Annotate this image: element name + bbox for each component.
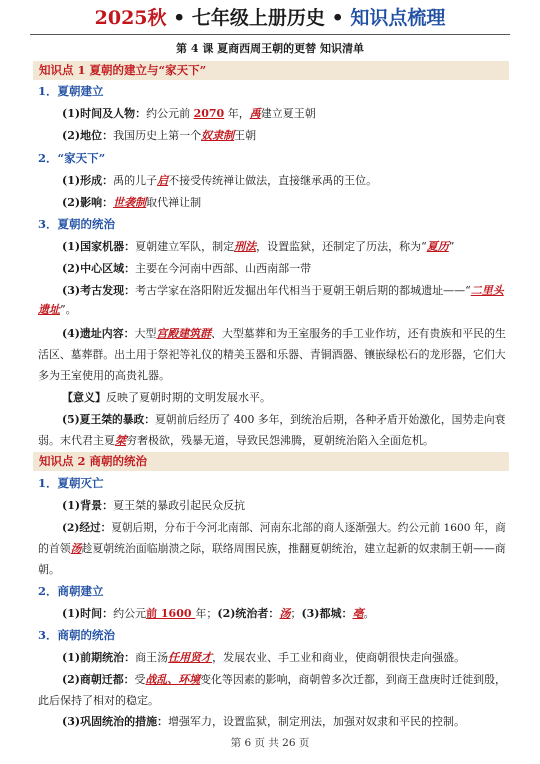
title-subject: 七年级上册历史 [191,7,325,29]
section-heading: 3．夏朝的统治 [38,217,116,231]
content-line: (1)背景：夏王桀的暴政引起民众反抗 [62,499,246,512]
keyword: 夏历 [426,240,449,253]
content-line: (3)考古发现：考古学家在洛阳附近发掘出年代相当于夏朝王朝后期的都城遗址——“二里头 [62,284,504,297]
keyword: 奴隶制 [201,129,235,142]
knowledge-point-1-title: 知识点 1 夏朝的建立与“家天下” [39,63,207,77]
page-footer: 第 6 页 共 26 页 [230,737,310,749]
section-heading: 1．夏朝建立 [38,84,104,98]
content-line: (4)遗址内容：大型宫殿建筑群、大型墓葬和为王室服务的手工业作坊，还有贵族和平民的生 [62,327,506,340]
content-line: 此后保持了相对的稳定。 [38,694,159,707]
content-line: (5)夏王桀的暴政：夏朝前后经历了 400 多年，到统治后期，各种矛盾开始激化，国势走向衰 [62,413,506,426]
content-line: (2)经过：夏朝后期，分布于今河北南部、河南东北部的商人逐渐强大。约公元前 1600 年，商 [62,521,506,534]
keyword: 遗址 [38,303,60,316]
content-line: (3)巩固统治的措施：增强军力，设置监狱，制定刑法，加强对奴隶和平民的控制。 [62,715,466,728]
content-line: 弱。末代君主夏桀穷奢极欲，残暴无道，导致民怨沸腾，夏朝统治陷入全面危机。 [38,434,434,447]
keyword: 亳 [352,607,364,620]
content-line: 活区、墓葬群。出土用于祭祀等礼仪的精美玉器和乐器、青铜酒器、镶嵌绿松石的龙形器，它们大 [38,348,506,361]
keyword: 任用贤才 [168,651,213,664]
knowledge-point-2-title: 知识点 2 商朝的统治 [39,454,148,468]
content-line: 的首领汤趁夏朝统治面临崩溃之际，联络周围民族，推翻夏朝统治，建立起新的奴隶制王朝——商 [38,542,506,555]
keyword: 世袭制 [113,196,147,209]
keyword: 2070 [193,107,225,120]
section-heading: 2．“家天下” [38,151,106,165]
content-line: (2)中心区域：主要在今河南中西部、山西南部一带 [62,262,312,275]
lesson-title: 第 4 课 夏商西周王朝的更替 知识清单 [176,42,364,55]
section-heading: 3．商朝的统治 [38,628,116,642]
content-line: 多为王室使用的高贵礼器。 [38,369,170,382]
keyword: 汤 [279,607,291,620]
keyword: 启 [157,174,169,187]
content-line: (2)地位：我国历史上第一个奴隶制王朝 [62,129,257,142]
content-line: (2)商朝迁都：受战乱、环境变化等因素的影响，商朝曾多次迁都，到商王盘庚时迁徙到殷， [62,673,506,686]
section-heading: 1．夏朝灭亡 [38,476,104,490]
keyword: 禹 [249,107,261,120]
content-line: (1)时间：约公元前 1600 年；(2)统治者：汤；(3)都城：亳。 [62,607,375,620]
content-line: (1)国家机器：夏朝建立军队，制定刑法，设置监狱，还制定了历法，称为“夏历” [62,240,455,253]
keyword: 战乱、环境 [145,673,201,686]
knowledge-point-2-bar [33,452,509,471]
title-separator: • [331,7,344,29]
keyword: 二里头 [470,284,504,297]
page-header [0,0,540,40]
title-year: 2025秋 [94,7,167,29]
keyword: 桀 [115,434,126,447]
header-divider [30,34,510,35]
title-topic: 知识点梳理 [350,7,446,29]
content-line: 【意义】反映了夏朝时期的文明发展水平。 [62,391,271,404]
content-line: (2)影响：世袭制取代禅让制 [62,196,202,209]
section-heading: 2．商朝建立 [38,584,104,598]
knowledge-point-1-bar [33,61,509,80]
content-line: (1)时间及人物：约公元前 2070 年，禹建立夏王朝 [62,107,316,120]
keyword: 宫殿建筑群 [156,327,212,340]
keyword: 前 1600 [146,607,196,620]
content-line: (1)前期统治：商王汤任用贤才，发展农业、手工业和商业，使商朝很快走向强盛。 [62,651,466,664]
keyword: 汤 [70,542,82,555]
content-line: 朝。 [38,563,60,576]
content-line: (1)形成：禹的儿子启不接受传统禅让做法，直接继承禹的王位。 [62,174,378,187]
header-title [0,6,540,30]
keyword: 刑法 [234,240,257,253]
title-separator: • [173,7,186,29]
content-line: 遗址”。 [38,303,77,316]
